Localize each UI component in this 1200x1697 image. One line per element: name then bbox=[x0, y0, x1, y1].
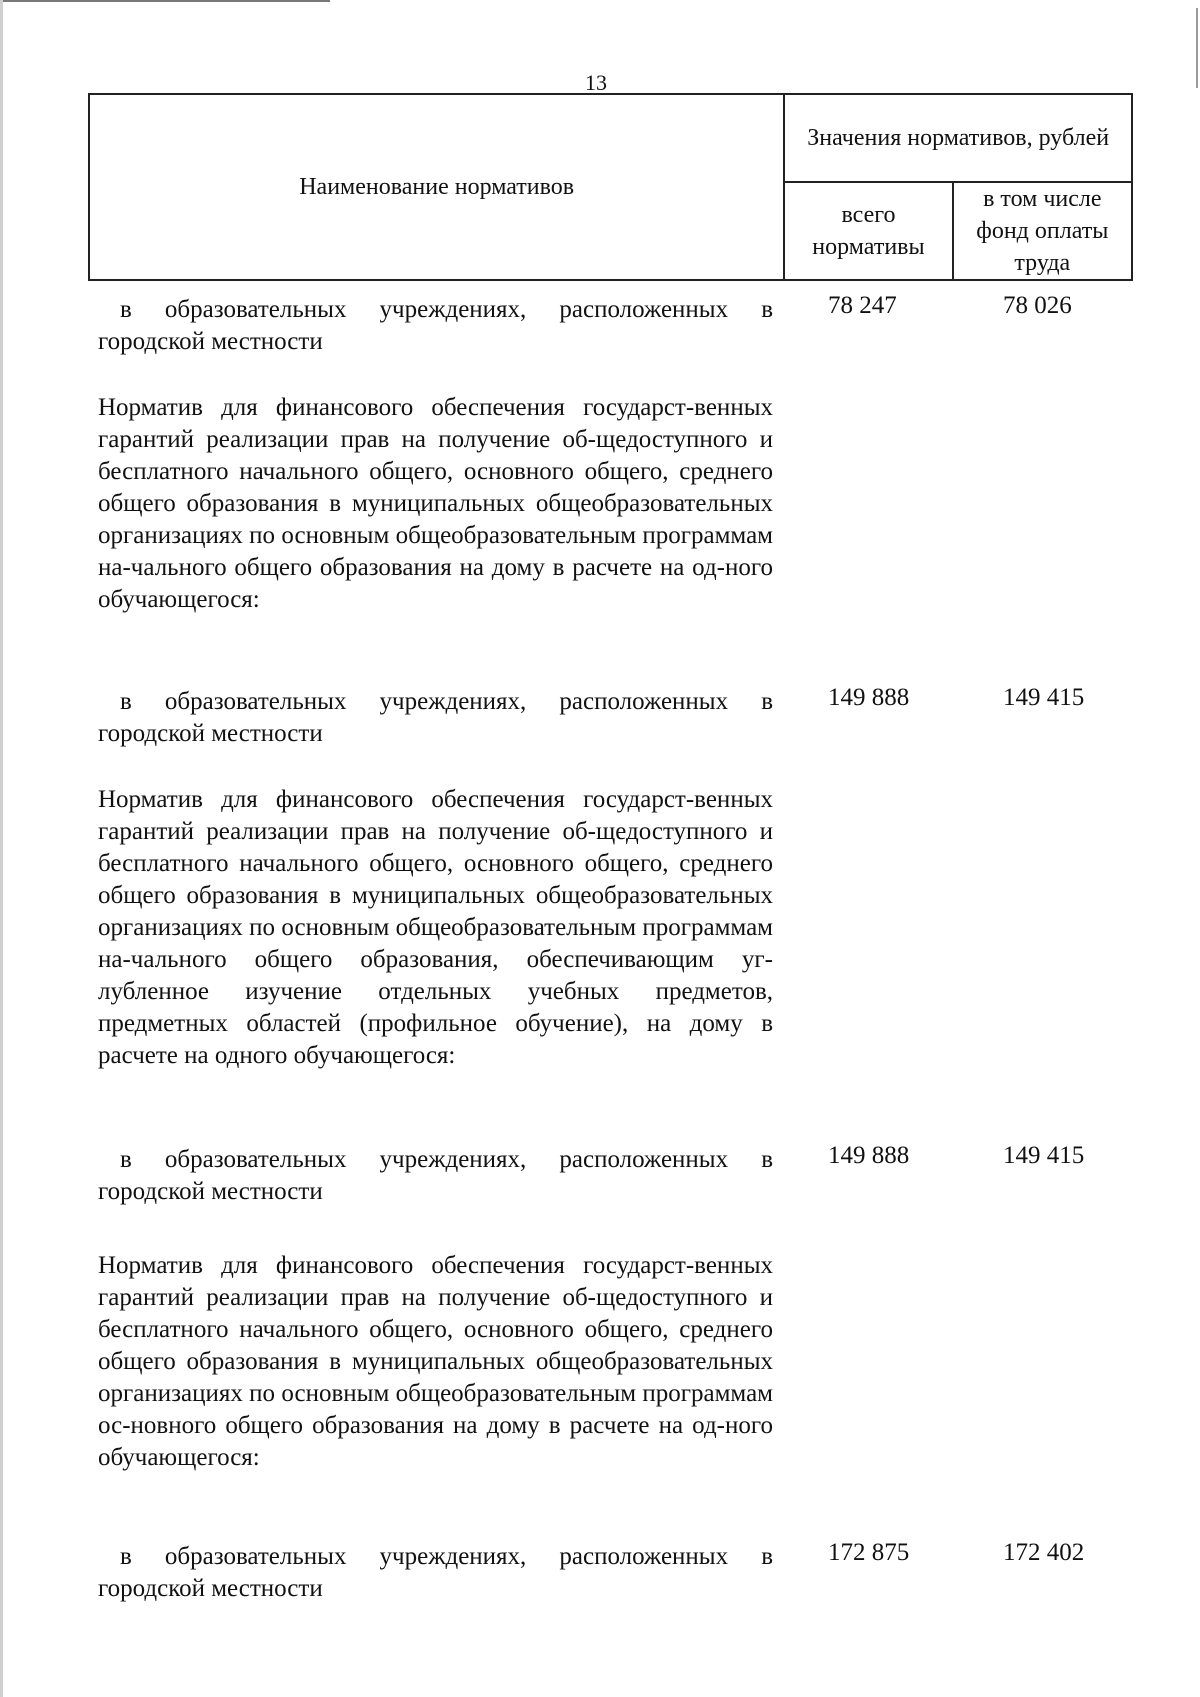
table-row bbox=[98, 686, 1148, 750]
header-fund-column: в том числе фонд оплаты труда bbox=[953, 182, 1132, 280]
row-fund-value: 149 415 bbox=[1003, 684, 1085, 711]
header-total-column: всего нормативы bbox=[784, 182, 952, 280]
table-header bbox=[88, 93, 1133, 281]
table-row bbox=[98, 1144, 1148, 1208]
row-fund-value: 149 415 bbox=[1003, 1142, 1085, 1169]
row-total-value: 78 247 bbox=[828, 292, 897, 319]
header-values-group: Значения нормативов, рублей bbox=[784, 94, 1132, 182]
row-fund-value: 78 026 bbox=[1003, 292, 1072, 319]
scan-edge-top bbox=[0, 0, 330, 2]
normative-paragraph: Норматив для финансового обеспечения государст-венных гарантий реализации прав на получение об-щедоступного и бесплатного начального общего, основного общего, среднего общего образования в муниципальных общеобразовательных организациях по основным общеобразовательным программам ос-новного общего образования на дому в расчете на од-ного обучающегося: bbox=[98, 1252, 773, 1471]
row-total-value: 149 888 bbox=[828, 684, 910, 711]
normative-paragraph: Норматив для финансового обеспечения государст-венных гарантий реализации прав на получение об-щедоступного и бесплатного начального общего, основного общего, среднего общего образования в муниципальных общеобразовательных организациях по основным общеобразовательным программам на-чального общего образования, обеспечивающим уг-лубленное изучение отдельных учебных предметов, предметных областей (профильное обучение), на дому в расчете на одного обучающегося: bbox=[98, 786, 773, 1069]
row-label: в образовательных учреждениях, расположенных в городской местности bbox=[98, 1543, 773, 1602]
scan-edge-right bbox=[1196, 8, 1198, 88]
row-label: в образовательных учреждениях, расположенных в городской местности bbox=[98, 1146, 773, 1205]
page-number: 13 bbox=[585, 70, 607, 95]
header-name-column: Наименование нормативов bbox=[89, 94, 784, 280]
row-fund-value: 172 402 bbox=[1003, 1539, 1085, 1566]
normative-paragraph: Норматив для финансового обеспечения государст-венных гарантий реализации прав на получение об-щедоступного и бесплатного начального общего, основного общего, среднего общего образования в муниципальных общеобразовательных организациях по основным общеобразовательным программам на-чального общего образования на дому в расчете на од-ного обучающегося: bbox=[98, 394, 773, 613]
row-total-value: 149 888 bbox=[828, 1142, 910, 1169]
scan-edge-left bbox=[0, 0, 3, 1697]
table-row bbox=[98, 1541, 1148, 1605]
row-total-value: 172 875 bbox=[828, 1539, 910, 1566]
row-label: в образовательных учреждениях, расположенных в городской местности bbox=[98, 688, 773, 747]
table-row bbox=[98, 294, 1148, 358]
row-label: в образовательных учреждениях, расположенных в городской местности bbox=[98, 296, 773, 355]
